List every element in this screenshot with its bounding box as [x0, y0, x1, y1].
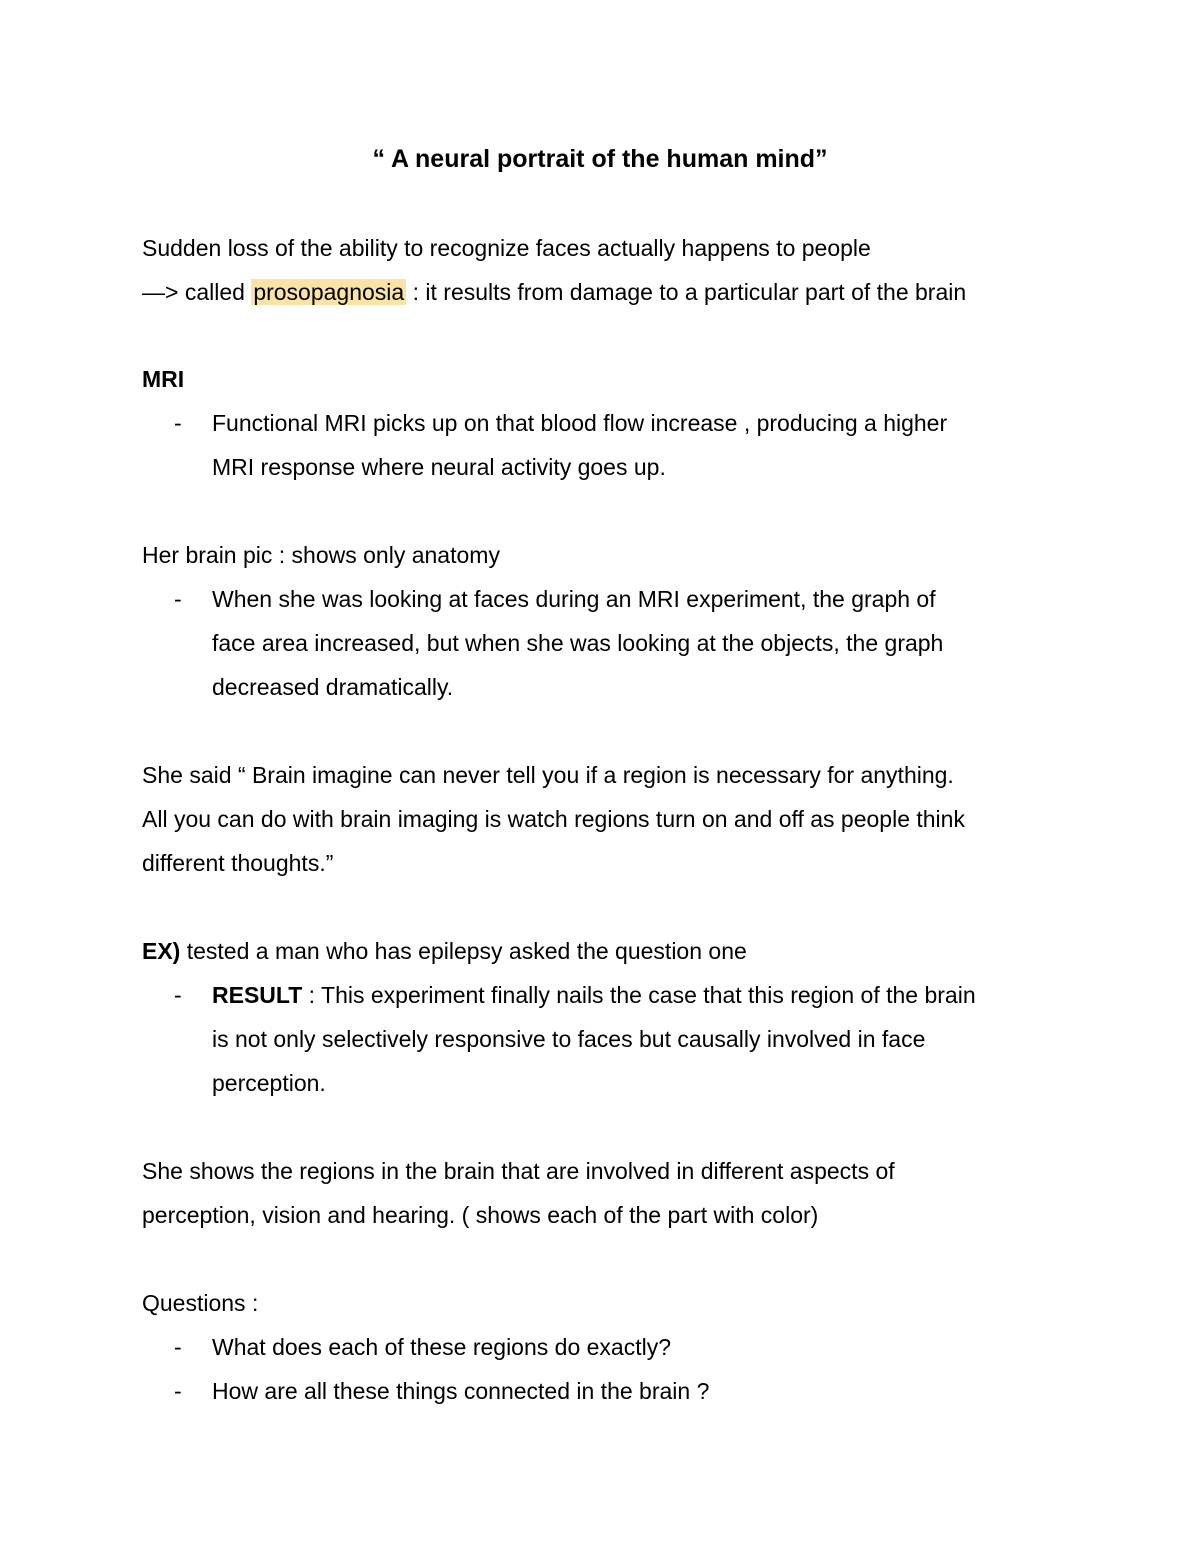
quote-line-3: different thoughts.” — [142, 850, 334, 876]
result-bullet-line-2: is not only selectively responsive to faces but causally involved in face — [212, 1026, 926, 1052]
bullet-dash: - — [174, 410, 182, 436]
regions-line-2: perception, vision and hearing. ( shows each of the part with color) — [142, 1202, 819, 1228]
intro-line-2 — [142, 276, 966, 308]
questions-heading: Questions : — [142, 1290, 259, 1316]
brain-pic-bullet-line-1: When she was looking at faces during an MRI experiment, the graph of — [212, 586, 936, 612]
result-text: : This experiment finally nails the case that this region of the brain — [302, 982, 976, 1008]
highlighted-term: prosopagnosia — [253, 279, 405, 305]
question-item: What does each of these regions do exactly? — [212, 1334, 672, 1360]
example-line — [142, 935, 747, 967]
brain-pic-heading: Her brain pic : shows only anatomy — [142, 542, 500, 568]
result-bullet-line-3: perception. — [212, 1070, 326, 1096]
bullet-dash: - — [174, 1378, 182, 1404]
brain-pic-bullet-line-2: face area increased, but when she was looking at the objects, the graph — [212, 630, 944, 656]
question-item: How are all these things connected in the brain ? — [212, 1378, 710, 1404]
regions-line-1: She shows the regions in the brain that are involved in different aspects of — [142, 1158, 895, 1184]
mri-bullet-line-1: Functional MRI picks up on that blood flow increase , producing a higher — [212, 410, 948, 436]
example-text: tested a man who has epilepsy asked the question one — [180, 938, 747, 964]
bullet-dash: - — [174, 1334, 182, 1360]
brain-pic-bullet-line-3: decreased dramatically. — [212, 674, 454, 700]
mri-heading: MRI — [142, 366, 185, 392]
document-title: “ A neural portrait of the human mind” — [372, 145, 828, 173]
result-label: RESULT — [212, 982, 303, 1008]
quote-line-1: She said “ Brain imagine can never tell you if a region is necessary for anything. — [142, 762, 954, 788]
example-label: EX) — [142, 938, 181, 964]
intro-line-1: Sudden loss of the ability to recognize faces actually happens to people — [142, 235, 871, 261]
mri-bullet-line-2: MRI response where neural activity goes up. — [212, 454, 666, 480]
quote-line-2: All you can do with brain imaging is watch regions turn on and off as people think — [142, 806, 965, 832]
result-bullet-line-1 — [212, 979, 976, 1011]
bullet-dash: - — [174, 982, 182, 1008]
bullet-dash: - — [174, 586, 182, 612]
intro-line-2-suffix: : it results from damage to a particular part of the brain — [406, 279, 967, 305]
intro-line-2-prefix: —> called — [142, 279, 252, 305]
